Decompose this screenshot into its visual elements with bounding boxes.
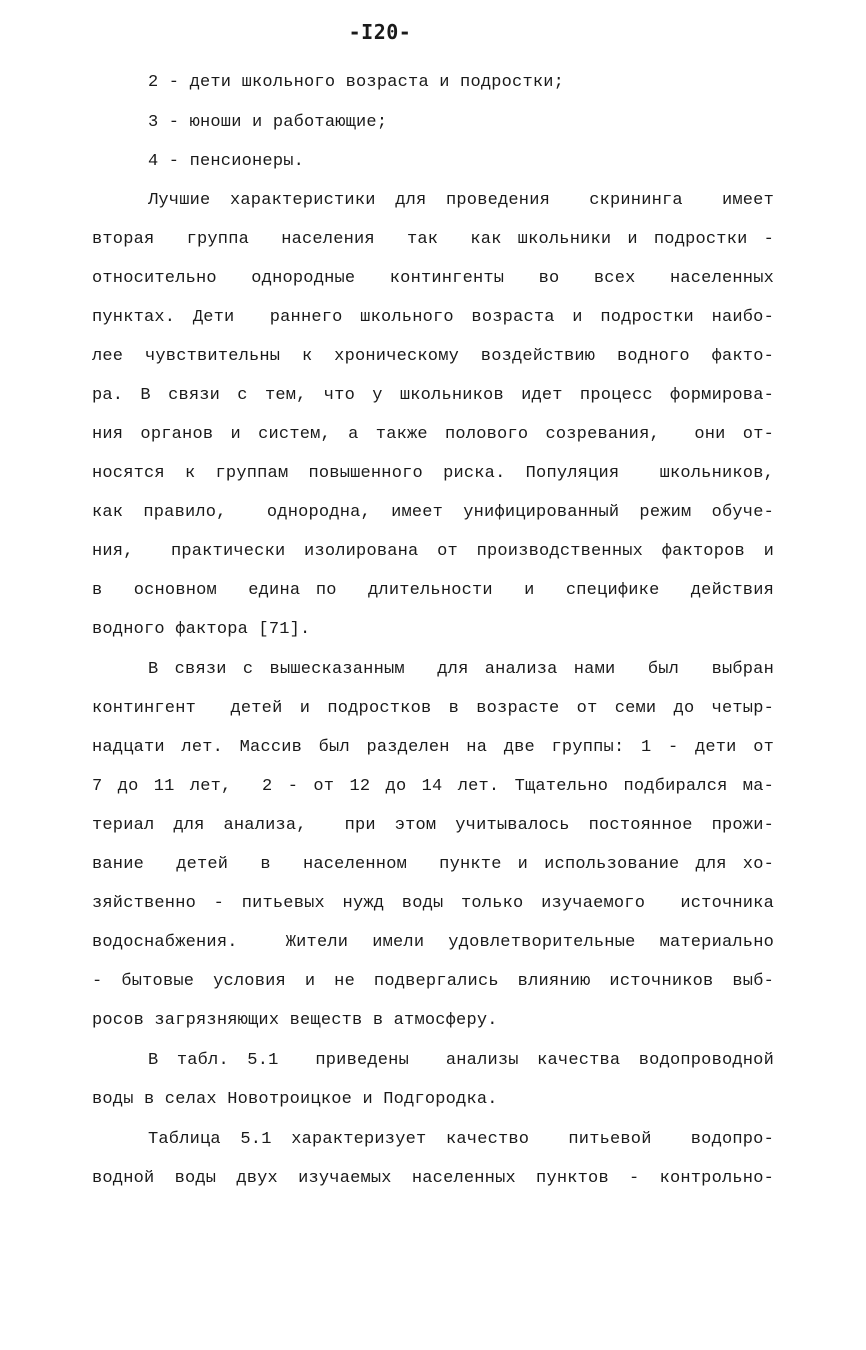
list-item: 2 - дети школьного возраста и подростки; xyxy=(148,73,565,92)
paragraph-line: носятся к группам повышенного риска. Популяция школьников, xyxy=(92,464,774,483)
paragraph-line: пунктах. Дети раннего школьного возраста и подростки наибо- xyxy=(92,308,774,327)
list-item: 4 - пенсионеры. xyxy=(148,152,305,171)
paragraph-line: водной воды двух изучаемых населенных пунктов - контрольно- xyxy=(92,1169,774,1188)
paragraph-line: В связи с вышесказанным для анализа нами был выбран xyxy=(148,660,774,679)
paragraph-line: Лучшие характеристики для проведения скрининга имеет xyxy=(148,191,774,210)
paragraph-line: водоснабжения. Жители имели удовлетворительные материально xyxy=(92,933,774,952)
paragraph-line: контингент детей и подростков в возрасте от семи до четыр- xyxy=(92,699,774,718)
paragraph-line: В табл. 5.1 приведены анализы качества водопроводной xyxy=(148,1051,774,1070)
paragraph-line: росов загрязняющих веществ в атмосферу. xyxy=(92,1011,498,1030)
paragraph-line: лее чувствительны к хроническому воздействию водного факто- xyxy=(92,347,774,366)
page-number: -I20- xyxy=(348,20,412,44)
list-item: 3 - юноши и работающие; xyxy=(148,113,388,132)
paragraph-line: в основном едина по длительности и специфике действия xyxy=(92,581,774,600)
paragraph-line: 7 до 11 лет, 2 - от 12 до 14 лет. Тщательно подбирался ма- xyxy=(92,777,774,796)
paragraph-line: зяйственно - питьевых нужд воды только изучаемого источника xyxy=(92,894,774,913)
paragraph-line: Таблица 5.1 характеризует качество питьевой водопро- xyxy=(148,1130,774,1149)
paragraph-line: ра. В связи с тем, что у школьников идет процесс формирова- xyxy=(92,386,774,405)
paragraph-line: водного фактора [71]. xyxy=(92,620,311,639)
paragraph-line: вание детей в населенном пункте и использование для хо- xyxy=(92,855,774,874)
paragraph-line: воды в селах Новотроицкое и Подгородка. xyxy=(92,1090,498,1109)
paragraph-line: относительно однородные контингенты во всех населенных xyxy=(92,269,774,288)
paragraph-line: вторая группа населения так как школьники и подростки - xyxy=(92,230,774,249)
paragraph-line: - бытовые условия и не подвергались влиянию источников выб- xyxy=(92,972,774,991)
paragraph-line: надцати лет. Массив был разделен на две группы: 1 - дети от xyxy=(92,738,774,757)
paragraph-line: как правило, однородна, имеет унифицированный режим обуче- xyxy=(92,503,774,522)
paragraph-line: териал для анализа, при этом учитывалось постоянное прожи- xyxy=(92,816,774,835)
paragraph-line: ния органов и систем, а также полового созревания, они от- xyxy=(92,425,774,444)
paragraph-line: ния, практически изолирована от производственных факторов и xyxy=(92,542,774,561)
